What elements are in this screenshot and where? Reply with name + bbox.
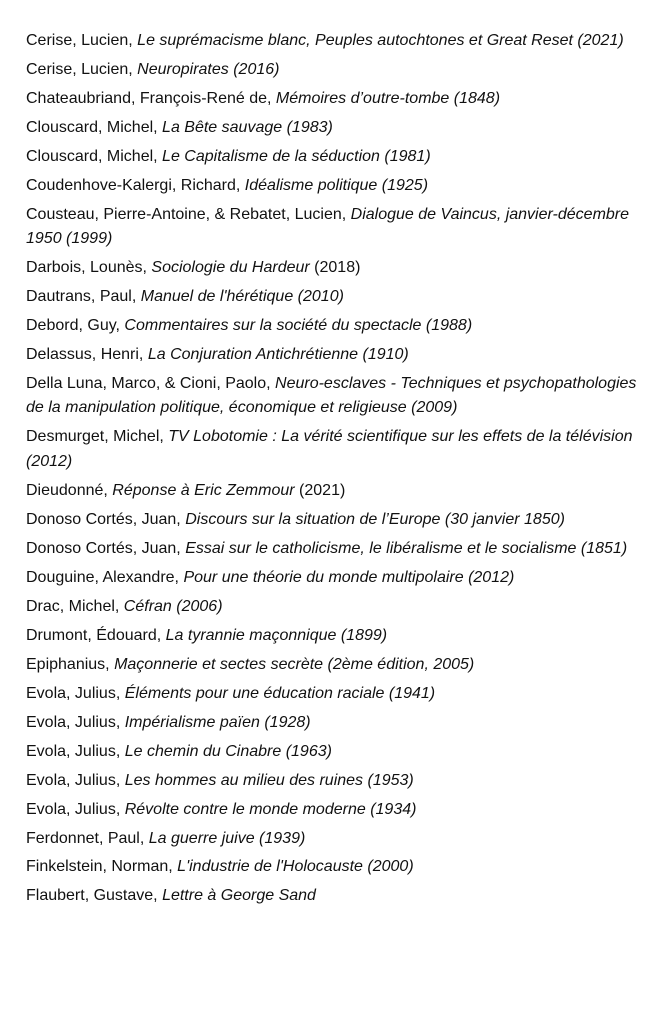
bibliography-entry <box>26 29 642 53</box>
bibliography-entry <box>26 314 642 338</box>
entry-author: Flaubert, Gustave, <box>26 887 163 905</box>
bibliography-entry <box>26 145 642 169</box>
entry-author: Evola, Julius, <box>26 771 125 789</box>
bibliography-entry <box>26 425 642 474</box>
entry-title: Révolte contre le monde moderne (1934) <box>124 800 417 818</box>
bibliography-entry <box>26 682 642 706</box>
bibliography-entry <box>26 740 642 764</box>
entry-author: Donoso Cortés, Juan, <box>26 510 186 528</box>
entry-author: Debord, Guy, <box>26 317 125 335</box>
bibliography-entry <box>26 285 642 309</box>
bibliography-list <box>26 29 642 913</box>
entry-suffix: (2021) <box>294 481 346 499</box>
bibliography-entry <box>26 58 642 82</box>
entry-title: Éléments pour une éducation raciale (1941) <box>124 684 436 702</box>
entry-author: Drumont, Édouard, <box>26 626 166 644</box>
entry-author: Dautrans, Paul, <box>26 288 141 306</box>
entry-author: Finkelstein, Norman, <box>26 858 178 876</box>
bibliography-entry <box>26 595 642 619</box>
entry-author: Donoso Cortés, Juan, <box>26 539 186 557</box>
entry-author: Coudenhove-Kalergi, Richard, <box>26 176 245 194</box>
entry-title: Maçonnerie et sectes secrète (2ème édition, 2005) <box>114 655 475 673</box>
entry-title: Impérialisme païen (1928) <box>124 713 311 731</box>
entry-title: Le chemin du Cinabre (1963) <box>124 742 332 760</box>
bibliography-entry <box>26 798 642 822</box>
entry-title: L'industrie de l'Holocauste (2000) <box>177 858 414 876</box>
bibliography-entry <box>26 624 642 648</box>
entry-title: Céfran (2006) <box>123 597 223 615</box>
bibliography-entry <box>26 711 642 735</box>
bibliography-entry <box>26 508 642 532</box>
entry-suffix: (2018) <box>309 259 361 277</box>
bibliography-entry <box>26 884 642 908</box>
entry-title: Mémoires d’outre-tombe (1848) <box>275 89 501 107</box>
entry-author: Delassus, Henri, <box>26 346 148 364</box>
entry-title: Essai sur le catholicisme, le libéralisme et le socialisme (1851) <box>185 539 628 557</box>
entry-title: Lettre à George Sand <box>162 887 316 905</box>
entry-author: Clouscard, Michel, <box>26 118 163 136</box>
entry-author: Dieudonné, <box>26 481 113 499</box>
bibliography-entry <box>26 653 642 677</box>
entry-title: Manuel de l'hérétique (2010) <box>140 288 344 306</box>
entry-author: Evola, Julius, <box>26 742 125 760</box>
entry-title: Dialogue de Vaincus, janvier-décembre 1950 (1999) <box>26 205 630 248</box>
entry-title: Neuropirates (2016) <box>137 60 280 78</box>
bibliography-entry <box>26 256 642 280</box>
entry-author: Ferdonnet, Paul, <box>26 829 149 847</box>
entry-author: Drac, Michel, <box>26 597 124 615</box>
entry-author: Clouscard, Michel, <box>26 147 163 165</box>
entry-title: La guerre juive (1939) <box>148 829 306 847</box>
entry-title: Réponse à Eric Zemmour <box>112 481 295 499</box>
entry-author: Desmurget, Michel, <box>26 428 169 446</box>
entry-title: Idéalisme politique (1925) <box>244 176 429 194</box>
entry-author: Epiphanius, <box>26 655 115 673</box>
bibliography-entry <box>26 769 642 793</box>
bibliography-entry <box>26 566 642 590</box>
bibliography-entry <box>26 87 642 111</box>
entry-author: Douguine, Alexandre, <box>26 568 184 586</box>
entry-author: Della Luna, Marco, & Cioni, Paolo, <box>26 375 276 393</box>
entry-title: La tyrannie maçonnique (1899) <box>165 626 388 644</box>
entry-title: Sociologie du Hardeur <box>151 259 310 277</box>
entry-author: Cousteau, Pierre-Antoine, & Rebatet, Lucien, <box>26 205 351 223</box>
entry-title: Les hommes au milieu des ruines (1953) <box>124 771 414 789</box>
bibliography-entry <box>26 855 642 879</box>
entry-title: La Conjuration Antichrétienne (1910) <box>147 346 409 364</box>
entry-title: Pour une théorie du monde multipolaire (2012) <box>183 568 515 586</box>
entry-author: Evola, Julius, <box>26 800 125 818</box>
entry-author: Cerise, Lucien, <box>26 32 138 49</box>
entry-title: Le suprémacisme blanc, Peuples autochtones et Great Reset (2021) <box>137 32 624 49</box>
entry-author: Darbois, Lounès, <box>26 259 152 277</box>
entry-author: Chateaubriand, François-René de, <box>26 89 276 107</box>
bibliography-entry <box>26 827 642 851</box>
entry-title: Discours sur la situation de l’Europe (30 janvier 1850) <box>185 510 565 528</box>
bibliography-entry <box>26 203 642 252</box>
entry-author: Evola, Julius, <box>26 684 125 702</box>
bibliography-entry <box>26 479 642 503</box>
entry-author: Cerise, Lucien, <box>26 60 138 78</box>
entry-title: Commentaires sur la société du spectacle (1988) <box>124 317 473 335</box>
bibliography-entry <box>26 174 642 198</box>
entry-title: TV Lobotomie : La vérité scientifique sur les effets de la télévision (2012) <box>26 428 633 470</box>
bibliography-entry <box>26 537 642 561</box>
entry-title: Le Capitalisme de la séduction (1981) <box>162 147 431 165</box>
entry-title: Neuro-esclaves - Techniques et psychopathologies de la manipulation politique, économique et religieuse (2009) <box>26 375 637 417</box>
entry-author: Evola, Julius, <box>26 713 125 731</box>
bibliography-entry <box>26 343 642 367</box>
bibliography-entry <box>26 116 642 140</box>
entry-title: La Bête sauvage (1983) <box>162 118 333 136</box>
bibliography-entry <box>26 372 642 421</box>
